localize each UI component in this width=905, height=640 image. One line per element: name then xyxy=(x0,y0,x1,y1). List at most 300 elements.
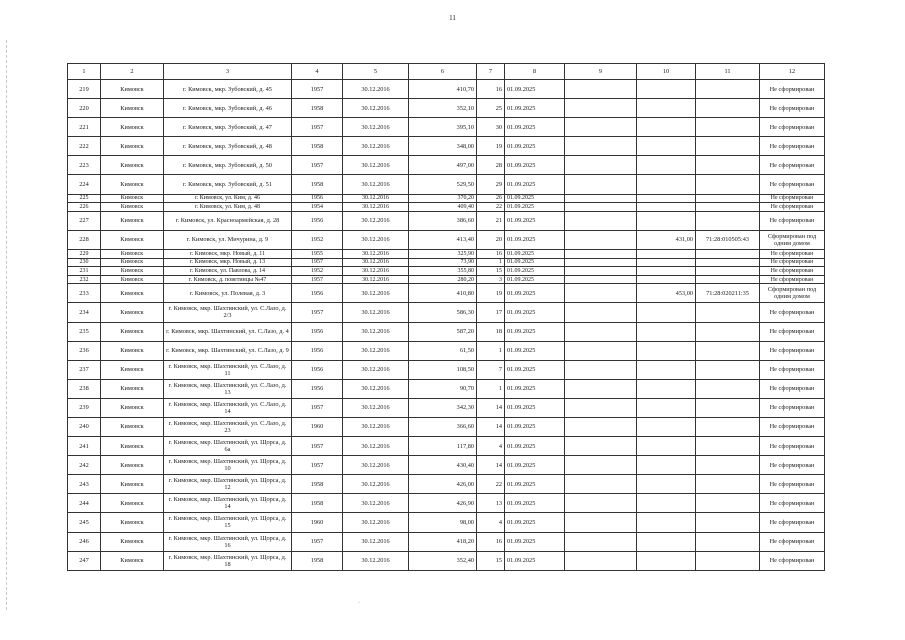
year-cell: 1957 xyxy=(292,118,343,137)
address-cell: г. Кимовск, ул. Ким, д. 46 xyxy=(164,194,292,203)
address-cell: г. Кимовск, мкр. Шахтинский, ул. Щорса, д. 16 xyxy=(164,532,292,551)
cadastral-cell xyxy=(696,258,760,267)
date-cell: 30.12.2016 xyxy=(343,175,409,194)
deadline-cell: 01.09.2025 xyxy=(505,194,565,203)
city-cell: Кимовск xyxy=(101,532,164,551)
deadline-cell: 01.09.2025 xyxy=(505,437,565,456)
col-header: 2 xyxy=(101,64,164,80)
area-cell: 348,00 xyxy=(409,137,477,156)
cadastral-cell xyxy=(696,379,760,398)
cadastral-cell xyxy=(696,194,760,203)
col9-cell xyxy=(565,456,637,475)
col9-cell xyxy=(565,156,637,175)
area-cell: 529,50 xyxy=(409,175,477,194)
address-cell: г. Кимовск, мкр. Зубовский, д. 45 xyxy=(164,80,292,99)
col9-cell xyxy=(565,360,637,379)
table-row xyxy=(68,175,825,194)
date-cell: 30.12.2016 xyxy=(343,258,409,267)
land-area-cell xyxy=(637,258,696,267)
address-cell: г. Кимовск, мкр. Шахтинский, ул. Щорса, д. 14 xyxy=(164,494,292,513)
row-number: 245 xyxy=(68,513,101,532)
date-cell: 30.12.2016 xyxy=(343,275,409,284)
status-cell: Не сформирован xyxy=(760,303,825,322)
land-area-cell xyxy=(637,211,696,230)
table-row xyxy=(68,341,825,360)
land-area-cell xyxy=(637,437,696,456)
address-cell: г. Кимовск, мкр. Зубовский, д. 46 xyxy=(164,99,292,118)
status-cell: Не сформирован xyxy=(760,211,825,230)
col9-cell xyxy=(565,379,637,398)
table-row xyxy=(68,284,825,303)
date-cell: 30.12.2016 xyxy=(343,494,409,513)
table-row xyxy=(68,80,825,99)
row-number: 232 xyxy=(68,275,101,284)
date-cell: 30.12.2016 xyxy=(343,398,409,417)
city-cell: Кимовск xyxy=(101,379,164,398)
address-cell: г. Кимовск, мкр. Шахтинский, ул. С.Лазо, д. 23 xyxy=(164,417,292,436)
table-row xyxy=(68,249,825,258)
table-row xyxy=(68,494,825,513)
units-cell: 4 xyxy=(477,513,505,532)
cadastral-cell xyxy=(696,303,760,322)
year-cell: 1957 xyxy=(292,275,343,284)
land-area-cell xyxy=(637,118,696,137)
land-area-cell xyxy=(637,137,696,156)
cadastral-cell xyxy=(696,175,760,194)
deadline-cell: 01.09.2025 xyxy=(505,456,565,475)
address-cell: г. Кимовск, ул. Ким, д. 48 xyxy=(164,203,292,212)
status-cell: Не сформирован xyxy=(760,360,825,379)
address-cell: г. Кимовск, мкр. Шахтинский, ул. Щорса, д. 6а xyxy=(164,437,292,456)
city-cell: Кимовск xyxy=(101,437,164,456)
year-cell: 1958 xyxy=(292,175,343,194)
units-cell: 25 xyxy=(477,99,505,118)
col9-cell xyxy=(565,275,637,284)
table-row xyxy=(68,513,825,532)
cadastral-cell xyxy=(696,437,760,456)
table-row xyxy=(68,258,825,267)
units-cell: 14 xyxy=(477,456,505,475)
date-cell: 30.12.2016 xyxy=(343,137,409,156)
address-cell: г. Кимовск, мкр. Шахтинский, ул. С.Лазо, д. 4 xyxy=(164,322,292,341)
status-cell: Не сформирован xyxy=(760,417,825,436)
col-header: 12 xyxy=(760,64,825,80)
row-number: 239 xyxy=(68,398,101,417)
cadastral-cell xyxy=(696,211,760,230)
col9-cell xyxy=(565,258,637,267)
table-row xyxy=(68,417,825,436)
row-number: 228 xyxy=(68,230,101,249)
cadastral-cell xyxy=(696,475,760,494)
city-cell: Кимовск xyxy=(101,341,164,360)
area-cell: 370,20 xyxy=(409,194,477,203)
col9-cell xyxy=(565,532,637,551)
year-cell: 1956 xyxy=(292,194,343,203)
cadastral-cell xyxy=(696,398,760,417)
col9-cell xyxy=(565,194,637,203)
land-area-cell xyxy=(637,456,696,475)
deadline-cell: 01.09.2025 xyxy=(505,341,565,360)
area-cell: 587,20 xyxy=(409,322,477,341)
city-cell: Кимовск xyxy=(101,322,164,341)
land-area-cell xyxy=(637,203,696,212)
status-cell: Не сформирован xyxy=(760,137,825,156)
status-cell: Не сформирован xyxy=(760,118,825,137)
address-cell: г. Кимовск, мкр. Шахтинский, ул. С.Лазо, д. 11 xyxy=(164,360,292,379)
date-cell: 30.12.2016 xyxy=(343,551,409,570)
area-cell: 413,40 xyxy=(409,230,477,249)
col9-cell xyxy=(565,203,637,212)
city-cell: Кимовск xyxy=(101,494,164,513)
status-cell: Не сформирован xyxy=(760,80,825,99)
deadline-cell: 01.09.2025 xyxy=(505,211,565,230)
address-cell: г. Кимовск, мкр. Шахтинский, ул. С.Лазо, д. 2/3 xyxy=(164,303,292,322)
header-row xyxy=(68,64,825,80)
units-cell: 18 xyxy=(477,322,505,341)
col-header: 4 xyxy=(292,64,343,80)
area-cell: 325,90 xyxy=(409,249,477,258)
address-cell: г. Кимовск, ул. Красноармейская, д. 28 xyxy=(164,211,292,230)
area-cell: 586,30 xyxy=(409,303,477,322)
year-cell: 1957 xyxy=(292,156,343,175)
city-cell: Кимовск xyxy=(101,303,164,322)
date-cell: 30.12.2016 xyxy=(343,303,409,322)
units-cell: 1 xyxy=(477,379,505,398)
land-area-cell xyxy=(637,267,696,276)
cadastral-cell xyxy=(696,80,760,99)
city-cell: Кимовск xyxy=(101,230,164,249)
city-cell: Кимовск xyxy=(101,118,164,137)
year-cell: 1954 xyxy=(292,203,343,212)
deadline-cell: 01.09.2025 xyxy=(505,267,565,276)
status-cell: Не сформирован xyxy=(760,99,825,118)
address-cell: г. Кимовск, мкр. Новый, д. 11 xyxy=(164,249,292,258)
area-cell: 395,10 xyxy=(409,118,477,137)
row-number: 219 xyxy=(68,80,101,99)
date-cell: 30.12.2016 xyxy=(343,379,409,398)
col-header: 6 xyxy=(409,64,477,80)
deadline-cell: 01.09.2025 xyxy=(505,417,565,436)
year-cell: 1958 xyxy=(292,494,343,513)
area-cell: 352,10 xyxy=(409,99,477,118)
row-number: 236 xyxy=(68,341,101,360)
address-cell: г. Кимовск, мкр. Зубовский, д. 48 xyxy=(164,137,292,156)
units-cell: 7 xyxy=(477,360,505,379)
status-cell: Не сформирован xyxy=(760,456,825,475)
deadline-cell: 01.09.2025 xyxy=(505,118,565,137)
deadline-cell: 01.09.2025 xyxy=(505,398,565,417)
col9-cell xyxy=(565,341,637,360)
land-area-cell xyxy=(637,398,696,417)
address-cell: г. Кимовск, мкр. Шахтинский, ул. Щорса, д. 15 xyxy=(164,513,292,532)
units-cell: 21 xyxy=(477,211,505,230)
date-cell: 30.12.2016 xyxy=(343,456,409,475)
date-cell: 30.12.2016 xyxy=(343,513,409,532)
units-cell: 26 xyxy=(477,194,505,203)
table-row xyxy=(68,379,825,398)
city-cell: Кимовск xyxy=(101,360,164,379)
status-cell: Не сформирован xyxy=(760,475,825,494)
land-area-cell xyxy=(637,322,696,341)
deadline-cell: 01.09.2025 xyxy=(505,379,565,398)
status-cell: Не сформирован xyxy=(760,267,825,276)
row-number: 243 xyxy=(68,475,101,494)
cadastral-cell xyxy=(696,341,760,360)
row-number: 238 xyxy=(68,379,101,398)
row-number: 233 xyxy=(68,284,101,303)
city-cell: Кимовск xyxy=(101,194,164,203)
address-cell: г. Кимовск, мкр. Новый, д. 13 xyxy=(164,258,292,267)
land-area-cell xyxy=(637,249,696,258)
row-number: 221 xyxy=(68,118,101,137)
status-cell: Не сформирован xyxy=(760,437,825,456)
date-cell: 30.12.2016 xyxy=(343,417,409,436)
year-cell: 1958 xyxy=(292,99,343,118)
year-cell: 1957 xyxy=(292,258,343,267)
deadline-cell: 01.09.2025 xyxy=(505,258,565,267)
col9-cell xyxy=(565,322,637,341)
date-cell: 30.12.2016 xyxy=(343,360,409,379)
row-number: 241 xyxy=(68,437,101,456)
row-number: 234 xyxy=(68,303,101,322)
col-header: 10 xyxy=(637,64,696,80)
col9-cell xyxy=(565,99,637,118)
col9-cell xyxy=(565,284,637,303)
table-row xyxy=(68,551,825,570)
date-cell: 30.12.2016 xyxy=(343,475,409,494)
deadline-cell: 01.09.2025 xyxy=(505,475,565,494)
col9-cell xyxy=(565,267,637,276)
cadastral-cell xyxy=(696,137,760,156)
table-row xyxy=(68,532,825,551)
deadline-cell: 01.09.2025 xyxy=(505,322,565,341)
land-area-cell xyxy=(637,156,696,175)
col9-cell xyxy=(565,249,637,258)
city-cell: Кимовск xyxy=(101,475,164,494)
city-cell: Кимовск xyxy=(101,137,164,156)
land-area-cell xyxy=(637,494,696,513)
year-cell: 1957 xyxy=(292,398,343,417)
land-area-cell xyxy=(637,99,696,118)
row-number: 244 xyxy=(68,494,101,513)
deadline-cell: 01.09.2025 xyxy=(505,156,565,175)
city-cell: Кимовск xyxy=(101,513,164,532)
year-cell: 1957 xyxy=(292,303,343,322)
deadline-cell: 01.09.2025 xyxy=(505,513,565,532)
table-row xyxy=(68,398,825,417)
address-cell: г. Кимовск, ул. Полевая, д. 3 xyxy=(164,284,292,303)
row-number: 247 xyxy=(68,551,101,570)
land-area-cell xyxy=(637,175,696,194)
units-cell: 13 xyxy=(477,494,505,513)
status-cell: Не сформирован xyxy=(760,249,825,258)
units-cell: 16 xyxy=(477,80,505,99)
city-cell: Кимовск xyxy=(101,275,164,284)
land-area-cell xyxy=(637,80,696,99)
col9-cell xyxy=(565,175,637,194)
row-number: 226 xyxy=(68,203,101,212)
cadastral-cell xyxy=(696,156,760,175)
units-cell: 22 xyxy=(477,475,505,494)
status-cell: Не сформирован xyxy=(760,494,825,513)
date-cell: 30.12.2016 xyxy=(343,230,409,249)
year-cell: 1955 xyxy=(292,249,343,258)
date-cell: 30.12.2016 xyxy=(343,203,409,212)
address-cell: г. Кимовск, мкр. Шахтинский, ул. Щорса, д. 18 xyxy=(164,551,292,570)
date-cell: 30.12.2016 xyxy=(343,341,409,360)
city-cell: Кимовск xyxy=(101,551,164,570)
status-cell: Не сформирован xyxy=(760,341,825,360)
col-header: 7 xyxy=(477,64,505,80)
city-cell: Кимовск xyxy=(101,99,164,118)
col9-cell xyxy=(565,551,637,570)
row-number: 222 xyxy=(68,137,101,156)
col9-cell xyxy=(565,417,637,436)
row-number: 229 xyxy=(68,249,101,258)
address-cell: г. Кимовск, мкр. Шахтинский, ул. С.Лазо, д. 13 xyxy=(164,379,292,398)
units-cell: 17 xyxy=(477,303,505,322)
land-area-cell: 431,00 xyxy=(637,230,696,249)
row-number: 223 xyxy=(68,156,101,175)
col9-cell xyxy=(565,118,637,137)
cadastral-cell xyxy=(696,360,760,379)
row-number: 242 xyxy=(68,456,101,475)
units-cell: 14 xyxy=(477,398,505,417)
table-row xyxy=(68,118,825,137)
register-table xyxy=(67,63,825,571)
cadastral-cell xyxy=(696,456,760,475)
date-cell: 30.12.2016 xyxy=(343,284,409,303)
year-cell: 1960 xyxy=(292,417,343,436)
col-header: 11 xyxy=(696,64,760,80)
row-number: 230 xyxy=(68,258,101,267)
land-area-cell xyxy=(637,341,696,360)
status-cell: Не сформирован xyxy=(760,194,825,203)
city-cell: Кимовск xyxy=(101,417,164,436)
col9-cell xyxy=(565,230,637,249)
date-cell: 30.12.2016 xyxy=(343,99,409,118)
col9-cell xyxy=(565,475,637,494)
units-cell: 28 xyxy=(477,156,505,175)
table-row xyxy=(68,230,825,249)
area-cell: 426,90 xyxy=(409,494,477,513)
table-row xyxy=(68,267,825,276)
table-row xyxy=(68,156,825,175)
city-cell: Кимовск xyxy=(101,456,164,475)
land-area-cell xyxy=(637,513,696,532)
units-cell: 15 xyxy=(477,267,505,276)
status-cell: Не сформирован xyxy=(760,156,825,175)
deadline-cell: 01.09.2025 xyxy=(505,532,565,551)
date-cell: 30.12.2016 xyxy=(343,80,409,99)
cadastral-cell xyxy=(696,322,760,341)
row-number: 225 xyxy=(68,194,101,203)
date-cell: 30.12.2016 xyxy=(343,532,409,551)
address-cell: г. Кимовск, мкр. Шахтинский, ул. Щорса, д. 12 xyxy=(164,475,292,494)
table-row xyxy=(68,303,825,322)
deadline-cell: 01.09.2025 xyxy=(505,230,565,249)
deadline-cell: 01.09.2025 xyxy=(505,284,565,303)
land-area-cell xyxy=(637,379,696,398)
cadastral-cell xyxy=(696,203,760,212)
year-cell: 1956 xyxy=(292,322,343,341)
area-cell: 366,60 xyxy=(409,417,477,436)
units-cell: 16 xyxy=(477,249,505,258)
status-cell: Не сформирован xyxy=(760,175,825,194)
city-cell: Кимовск xyxy=(101,203,164,212)
col-header: 1 xyxy=(68,64,101,80)
city-cell: Кимовск xyxy=(101,80,164,99)
units-cell: 15 xyxy=(477,551,505,570)
deadline-cell: 01.09.2025 xyxy=(505,203,565,212)
area-cell: 409,40 xyxy=(409,203,477,212)
deadline-cell: 01.09.2025 xyxy=(505,249,565,258)
city-cell: Кимовск xyxy=(101,249,164,258)
status-cell: Не сформирован xyxy=(760,379,825,398)
status-cell: Не сформирован xyxy=(760,322,825,341)
units-cell: 14 xyxy=(477,417,505,436)
col9-cell xyxy=(565,437,637,456)
col9-cell xyxy=(565,137,637,156)
row-number: 237 xyxy=(68,360,101,379)
deadline-cell: 01.09.2025 xyxy=(505,494,565,513)
status-cell: Не сформирован xyxy=(760,513,825,532)
year-cell: 1958 xyxy=(292,475,343,494)
area-cell: 430,40 xyxy=(409,456,477,475)
deadline-cell: 01.09.2025 xyxy=(505,360,565,379)
cadastral-cell xyxy=(696,99,760,118)
units-cell: 29 xyxy=(477,175,505,194)
area-cell: 117,80 xyxy=(409,437,477,456)
area-cell: 73,90 xyxy=(409,258,477,267)
address-cell: г. Кимовск, мкр. Шахтинский, ул. Щорса, д. 10 xyxy=(164,456,292,475)
deadline-cell: 01.09.2025 xyxy=(505,99,565,118)
area-cell: 352,40 xyxy=(409,551,477,570)
status-cell: Не сформирован xyxy=(760,258,825,267)
cadastral-cell xyxy=(696,118,760,137)
date-cell: 30.12.2016 xyxy=(343,267,409,276)
city-cell: Кимовск xyxy=(101,284,164,303)
year-cell: 1957 xyxy=(292,456,343,475)
city-cell: Кимовск xyxy=(101,258,164,267)
cadastral-cell xyxy=(696,551,760,570)
col9-cell xyxy=(565,398,637,417)
deadline-cell: 01.09.2025 xyxy=(505,551,565,570)
year-cell: 1960 xyxy=(292,513,343,532)
cadastral-cell xyxy=(696,267,760,276)
address-cell: г. Кимовск, мкр. Шахтинский, ул. С.Лазо, д. 9 xyxy=(164,341,292,360)
col9-cell xyxy=(565,303,637,322)
cadastral-cell xyxy=(696,513,760,532)
address-cell: г. Кимовск, мкр. Зубовский, д. 50 xyxy=(164,156,292,175)
cadastral-cell xyxy=(696,532,760,551)
col-header: 9 xyxy=(565,64,637,80)
cadastral-cell: 71:28:010505:43 xyxy=(696,230,760,249)
area-cell: 410,70 xyxy=(409,80,477,99)
city-cell: Кимовск xyxy=(101,211,164,230)
address-cell: г. Кимовск, д. поветинцы №47 xyxy=(164,275,292,284)
year-cell: 1952 xyxy=(292,230,343,249)
units-cell: 1 xyxy=(477,258,505,267)
units-cell: 19 xyxy=(477,137,505,156)
area-cell: 342,30 xyxy=(409,398,477,417)
row-number: 220 xyxy=(68,99,101,118)
date-cell: 30.12.2016 xyxy=(343,194,409,203)
binding-margin-dashes xyxy=(6,40,8,610)
col9-cell xyxy=(565,80,637,99)
area-cell: 497,00 xyxy=(409,156,477,175)
date-cell: 30.12.2016 xyxy=(343,249,409,258)
